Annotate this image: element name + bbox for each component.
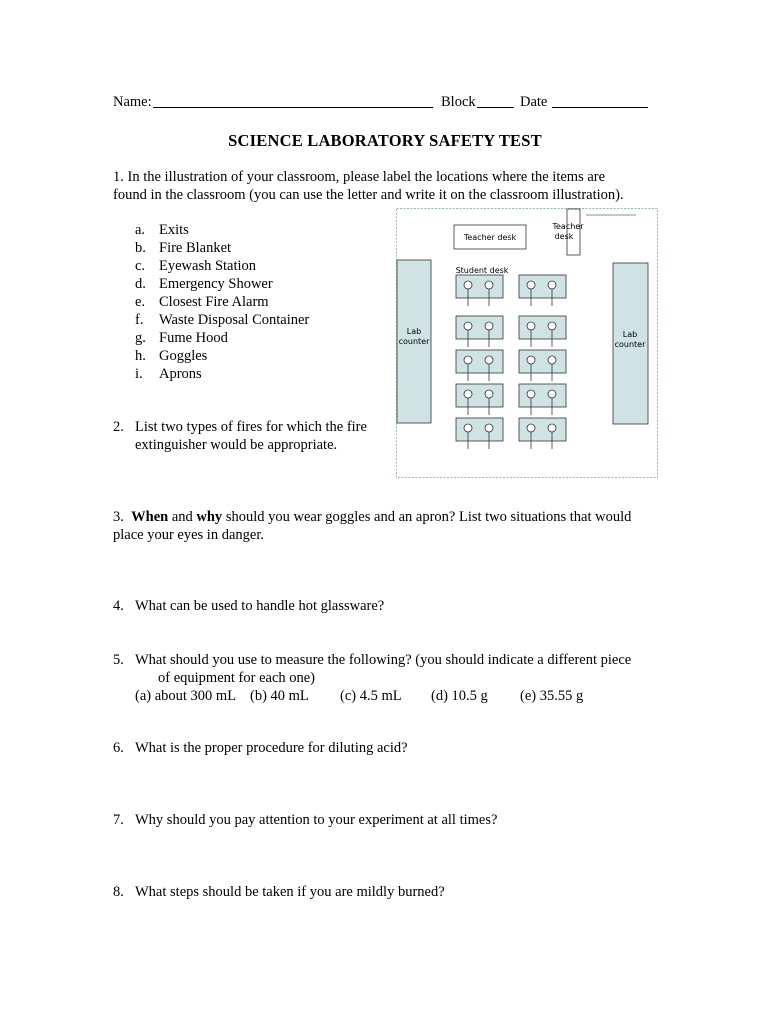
- list-marker: a.: [135, 222, 146, 238]
- stool-seat: [464, 281, 472, 289]
- list-marker: g.: [135, 330, 146, 346]
- stool-seat: [527, 322, 535, 330]
- student-desk-surface: [456, 350, 503, 373]
- stool-seat: [464, 424, 472, 432]
- list-marker: d.: [135, 276, 146, 292]
- teacher-desk-2-label-line2: desk: [554, 232, 574, 241]
- list-item-text: Waste Disposal Container: [159, 312, 310, 328]
- student-desk-surface: [519, 384, 566, 407]
- block-field[interactable]: [477, 107, 514, 108]
- q5-line1: What should you use to measure the following? (you should indicate a different piece: [135, 652, 632, 668]
- stool-seat: [464, 356, 472, 364]
- stool-seat: [548, 390, 556, 398]
- classroom-diagram: [396, 208, 658, 478]
- q1-line2: found in the classroom (you can use the letter and write it on the classroom illustration).: [113, 187, 624, 203]
- stool-seat: [527, 424, 535, 432]
- stool-seat: [464, 390, 472, 398]
- q5-option: (d) 10.5 g: [431, 688, 488, 704]
- stool-seat: [527, 281, 535, 289]
- q5-number: 5.: [113, 652, 124, 668]
- q5-line2: of equipment for each one): [158, 670, 316, 686]
- stool-seat: [485, 356, 493, 364]
- q3-number: 3.: [113, 509, 124, 525]
- q6-number: 6.: [113, 740, 124, 756]
- student-desk: [456, 275, 503, 306]
- student-desk-surface: [456, 275, 503, 298]
- stool-seat: [527, 356, 535, 364]
- q8-number: 8.: [113, 884, 124, 900]
- list-item-text: Emergency Shower: [159, 276, 273, 292]
- teacher-desk-2-label-line1: Teacher: [552, 222, 584, 231]
- date-field[interactable]: [552, 107, 648, 108]
- q7-number: 7.: [113, 812, 124, 828]
- stool-seat: [485, 322, 493, 330]
- lab-counter-right-label-line1: Lab: [622, 330, 638, 339]
- q3-when: When: [131, 509, 169, 525]
- stool-seat: [485, 424, 493, 432]
- list-item-text: Eyewash Station: [159, 258, 257, 274]
- student-desks: [456, 275, 566, 449]
- list-marker: b.: [135, 240, 146, 256]
- lab-counter-left-label-line1: Lab: [406, 327, 422, 336]
- q2-number: 2.: [113, 419, 124, 435]
- student-desk: [456, 384, 503, 415]
- stool-seat: [464, 322, 472, 330]
- q7-text: Why should you pay attention to your experiment at all times?: [135, 812, 498, 828]
- student-desk: [456, 350, 503, 381]
- student-desk-surface: [456, 418, 503, 441]
- stool-seat: [548, 322, 556, 330]
- teacher-desk-label: Teacher desk: [463, 233, 517, 242]
- q5-option: (c) 4.5 mL: [340, 688, 402, 704]
- q5-option: (e) 35.55 g: [520, 688, 584, 704]
- name-field[interactable]: [153, 107, 433, 108]
- student-desk-label: Student desk: [455, 266, 509, 275]
- student-desk: [456, 418, 503, 449]
- student-desk-surface: [519, 316, 566, 339]
- list-marker: h.: [135, 348, 146, 364]
- name-label: Name:: [113, 94, 152, 110]
- stool-seat: [485, 281, 493, 289]
- list-item-text: Aprons: [159, 366, 202, 382]
- q3-line1-rest: should you wear goggles and an apron? List two situations that would: [225, 509, 632, 525]
- student-desk-surface: [456, 384, 503, 407]
- student-desk-surface: [519, 418, 566, 441]
- q1-line1: 1. In the illustration of your classroom, please label the locations where the items are: [113, 169, 606, 185]
- list-item-text: Closest Fire Alarm: [159, 294, 269, 310]
- q3-and: and: [171, 509, 193, 525]
- stool-seat: [548, 281, 556, 289]
- q4-number: 4.: [113, 598, 124, 614]
- page-title: SCIENCE LABORATORY SAFETY TEST: [228, 131, 542, 150]
- q3-line2: place your eyes in danger.: [113, 527, 264, 543]
- stool-seat: [485, 390, 493, 398]
- student-desk-surface: [519, 350, 566, 373]
- list-marker: c.: [135, 258, 146, 274]
- block-label: Block: [441, 94, 476, 110]
- q4-text: What can be used to handle hot glassware?: [135, 598, 385, 614]
- list-marker: i.: [135, 366, 143, 382]
- stool-seat: [548, 424, 556, 432]
- student-desk: [519, 275, 566, 306]
- q2-line2: extinguisher would be appropriate.: [135, 437, 338, 453]
- list-marker: e.: [135, 294, 146, 310]
- stool-seat: [548, 356, 556, 364]
- student-desk: [456, 316, 503, 347]
- q5-option: (a) about 300 mL: [135, 688, 237, 704]
- lab-counter-left-label-line2: counter: [398, 337, 430, 346]
- student-desk: [519, 384, 566, 415]
- student-desk: [519, 350, 566, 381]
- list-marker: f.: [135, 312, 144, 328]
- q3-why: why: [196, 509, 223, 525]
- lab-counter-right-label-line2: counter: [614, 340, 646, 349]
- list-item-text: Goggles: [159, 348, 208, 364]
- q8-text: What steps should be taken if you are mildly burned?: [135, 884, 445, 900]
- date-label: Date: [520, 94, 548, 110]
- stool-seat: [527, 390, 535, 398]
- student-desk: [519, 418, 566, 449]
- q6-text: What is the proper procedure for diluting acid?: [135, 740, 408, 756]
- list-item-text: Fume Hood: [159, 330, 228, 346]
- student-desk-surface: [456, 316, 503, 339]
- q3-line1: [113, 508, 631, 526]
- student-desk: [519, 316, 566, 347]
- list-item-text: Fire Blanket: [159, 240, 232, 256]
- q2-line1: List two types of fires for which the fire: [135, 419, 367, 435]
- q5-option: (b) 40 mL: [250, 688, 309, 704]
- student-desk-surface: [519, 275, 566, 298]
- list-item-text: Exits: [159, 222, 189, 238]
